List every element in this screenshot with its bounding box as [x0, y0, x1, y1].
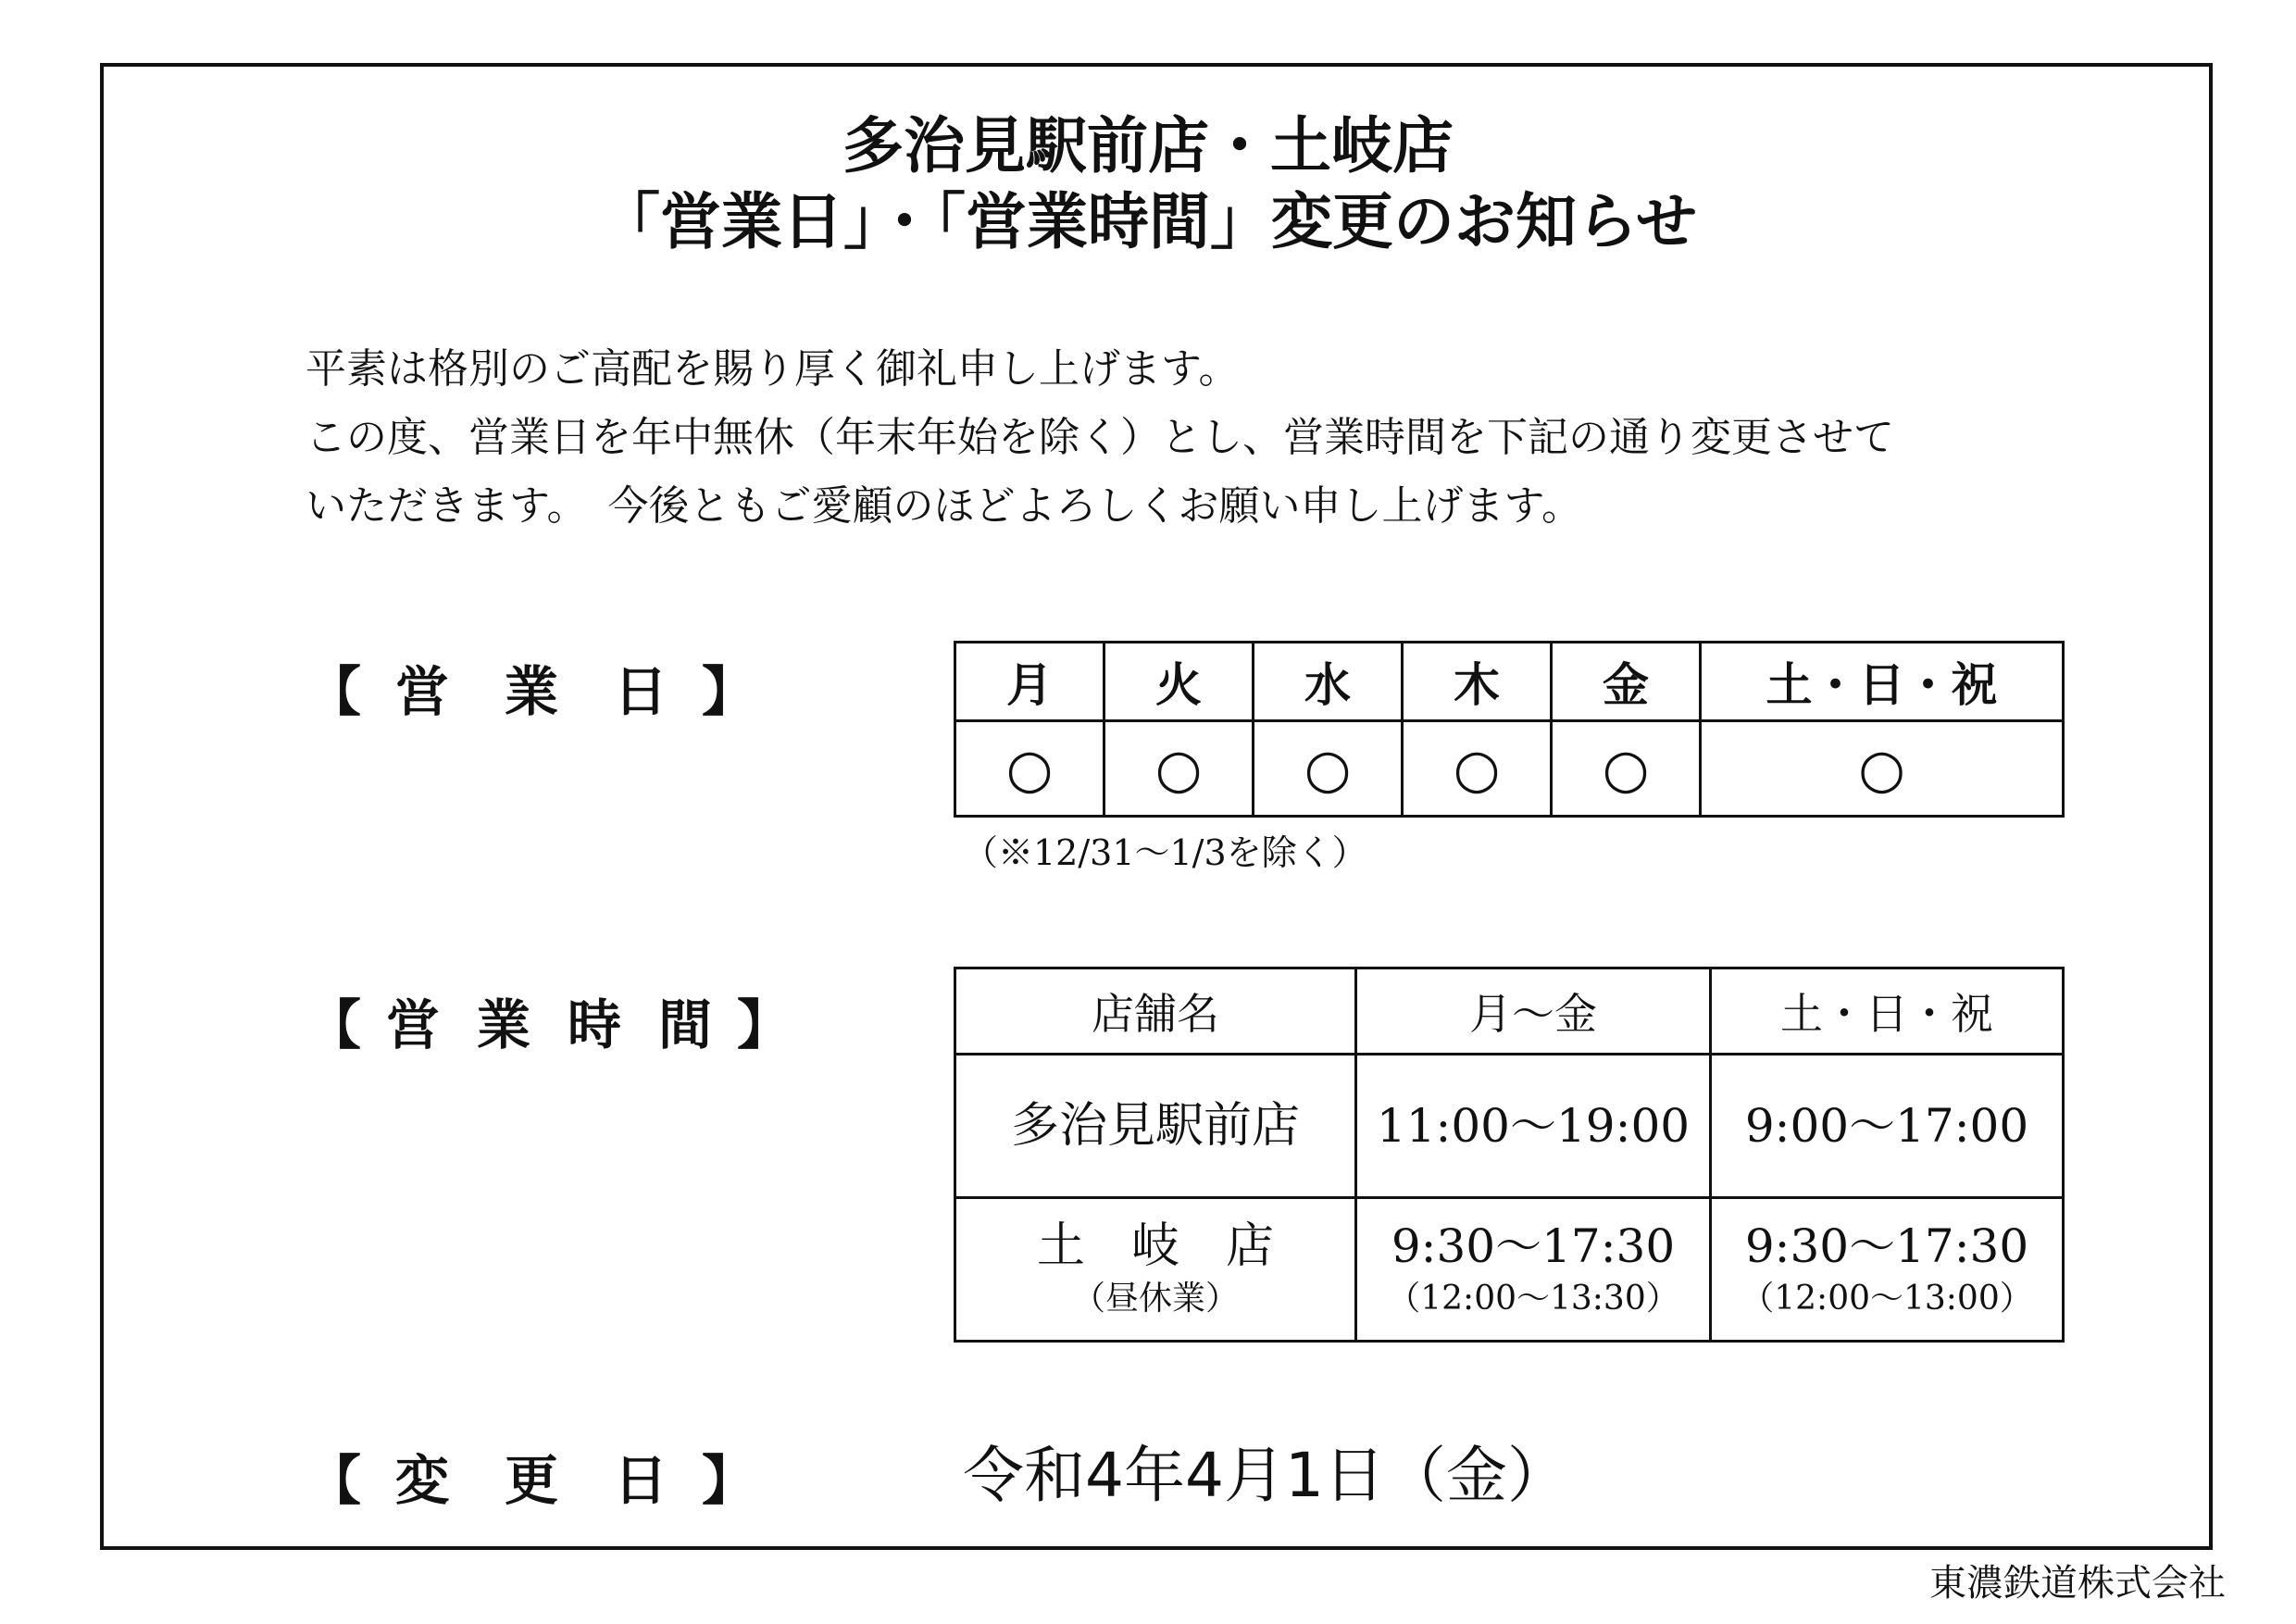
- day-header-tue: 火: [1104, 643, 1254, 721]
- company-name: 東濃鉄道株式会社: [1929, 1562, 2226, 1605]
- intro-line-2: この度、営業日を年中無休（年末年始を除く）とし、営業時間を下記の通り変更させて: [306, 414, 1894, 461]
- business-hours-table: [954, 967, 2065, 1343]
- open-mark-weekend-holiday: ○: [1701, 721, 2064, 817]
- intro-line-3: いただきます。 今後ともご愛顧のほどよろしくお願い申し上げます。: [306, 482, 1582, 530]
- hours-header-shop: 店舗名: [955, 968, 1356, 1055]
- day-header-fri: 金: [1552, 643, 1701, 721]
- open-mark-wed: ○: [1254, 721, 1403, 817]
- hours-header-weekend: 土・日・祝: [1711, 968, 2064, 1055]
- intro-text: [306, 335, 2111, 541]
- section-label-business-hours: 【 営 業 時 間 】: [306, 993, 791, 1056]
- days-header-row: [955, 643, 2064, 721]
- section-label-change-date: 【 変 更 日 】: [306, 1449, 755, 1512]
- shop-name-tajimi: 多治見駅前店: [955, 1055, 1356, 1198]
- day-header-weekend-holiday: 土・日・祝: [1701, 643, 2064, 721]
- intro-line-1: 平素は格別のご高配を賜り厚く御礼申し上げます。: [306, 345, 1240, 393]
- open-mark-tue: ○: [1104, 721, 1254, 817]
- day-header-wed: 水: [1254, 643, 1403, 721]
- notice-title-line1: 多治見駅前店・土岐店: [842, 110, 1454, 181]
- day-header-mon: 月: [955, 643, 1104, 721]
- shop-name-toki: 土岐店 （昼休業）: [955, 1198, 1356, 1342]
- tajimi-weekend-hours: 9:00～17:00: [1711, 1055, 2064, 1198]
- open-mark-fri: ○: [1552, 721, 1701, 817]
- business-days-table: [954, 641, 2065, 818]
- tajimi-weekday-hours: 11:00～19:00: [1356, 1055, 1711, 1198]
- table-row: [955, 1198, 2064, 1342]
- notice-title-line2: 「営業日」・「営業時間」変更のお知らせ: [598, 186, 1698, 257]
- toki-lunch-closure-note: （昼休業）: [1071, 1280, 1239, 1318]
- hours-header-row: [955, 968, 2064, 1055]
- toki-weekend-break: （12:00～13:00）: [1741, 1280, 2033, 1318]
- toki-weekday-hours: 9:30～17:30 （12:00～13:30）: [1356, 1198, 1711, 1342]
- open-mark-mon: ○: [955, 721, 1104, 817]
- toki-weekend-hours: 9:30～17:30 （12:00～13:00）: [1711, 1198, 2064, 1342]
- open-mark-thu: ○: [1403, 721, 1552, 817]
- days-note: （※12/31～1/3を除く）: [963, 832, 1367, 873]
- hours-header-weekday: 月～金: [1356, 968, 1711, 1055]
- section-label-business-days: 【 営 業 日 】: [306, 660, 755, 723]
- day-header-thu: 木: [1403, 643, 1552, 721]
- change-date-value: 令和4年4月1日（金）: [963, 1440, 1568, 1511]
- table-row: [955, 1055, 2064, 1198]
- toki-weekday-break: （12:00～13:30）: [1387, 1280, 1679, 1318]
- days-open-row: [955, 721, 2064, 817]
